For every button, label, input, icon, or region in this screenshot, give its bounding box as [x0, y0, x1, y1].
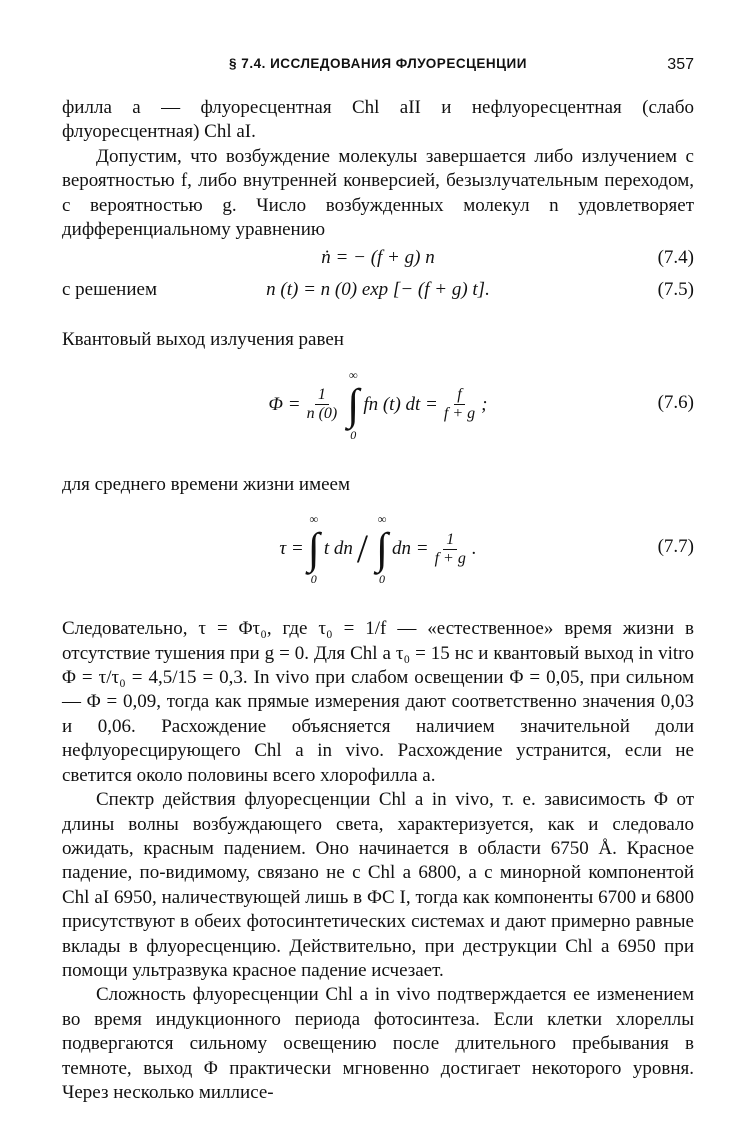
equation-7-7-number: (7.7)	[657, 536, 694, 558]
paragraph-7: Сложность флуоресценции Chl a in vivo подтверждается ее изменением во время индукционного периода фотосинтеза. Если клетки хлореллы подвергаются сильному освещению после длительного пребывания в темноте, выход Φ практически мгновенно достигает некоторого уровня. Через несколько миллисе-	[62, 984, 694, 1103]
eq77-lower-limit-1: 0	[310, 572, 317, 587]
eq76-lhs: Φ =	[268, 393, 301, 415]
eq77-frac-bottom: f + g	[434, 549, 466, 567]
eq77-lhs: τ =	[279, 538, 304, 560]
eq76-lower-limit: 0	[350, 427, 357, 442]
eq77-upper-limit-1: ∞	[309, 512, 319, 527]
running-head	[62, 56, 694, 80]
paragraph-4: для среднего времени жизни имеем	[62, 473, 351, 495]
equation-7-4	[62, 242, 694, 274]
eq76-integrand: fn (t) dt =	[363, 393, 438, 415]
integral-sign: ∞ ∫ 0	[307, 512, 320, 587]
equation-7-4-body: ṅ = − (f + g) n	[321, 247, 435, 269]
eq77-fraction	[432, 531, 469, 568]
equation-7-6-number: (7.6)	[657, 391, 694, 413]
eq76-tail: ;	[481, 393, 488, 415]
paragraph-1: филла a — флуоресцентная Chl aII и нефлуоресцентная (слабо флуоресцентная) Chl aI.	[62, 97, 694, 143]
eq76-frac2-top: f	[454, 386, 464, 405]
eq77-integrand-2: dn =	[392, 538, 429, 560]
eq76-frac1-bottom: n (0)	[306, 405, 338, 423]
eq76-frac2-bottom: f + g	[443, 405, 476, 423]
equation-7-5-body: n (t) = n (0) exp [− (f + g) t].	[266, 279, 490, 301]
equation-7-4-number: (7.4)	[657, 247, 694, 269]
eq77-slash: /	[356, 526, 368, 572]
eq76-fraction-1	[304, 386, 341, 423]
equation-7-5-number: (7.5)	[657, 279, 694, 301]
paragraph-3: Квантовый выход излучения равен	[62, 329, 344, 351]
page-number: 357	[667, 56, 694, 73]
equation-7-6	[62, 353, 694, 457]
integral-sign: ∞ ∫ 0	[375, 512, 389, 587]
paragraph-5: Следовательно, τ = Φτ₀, где τ₀ = 1/f — «естественное» время жизни в отсутствие тушения при g = 0. Для Chl a τ₀ = 15 нс и квантовый выход in vitro Φ = τ/τ₀ = 4,5/15 = 0,3. In vivo при слабом освещении Φ = 0,05, при сильном — Φ = 0,09, тогда как прямые измерения дают соответственно значения 0,03 и 0,06. Расхождение объясняется наличием значительной доли нефлуоресцирующего Chl a in vivo. Расхождение устранится, если не светится около половины всего хлорофилла a.	[62, 618, 694, 786]
paragraph-6: Спектр действия флуоресценции Chl a in vivo, т. е. зависимость Φ от длины волны возбуждающего света, характеризуется, как и следовало ожидать, красным падением. Оно начинается в области 6750 Å. Красное падение, по-видимому, связано не с Chl a 6800, а с минорной компонентой Chl aI 6950, наличествующей лишь в ФС I, тогда как компоненты 6700 и 6800 присутствуют в обеих фотосинтетических системах и дают примерно равные вклады в флуоресценцию. Действительно, при деструкции Chl a 6950 при помощи ультразвука красное падение исчезает.	[62, 789, 694, 981]
integral-sign: ∞ ∫ 0	[347, 367, 360, 442]
equation-7-5-lead: с решением	[62, 279, 157, 301]
page-body	[62, 96, 694, 1105]
section-title: § 7.4. ИССЛЕДОВАНИЯ ФЛУОРЕСЦЕНЦИИ	[229, 56, 527, 71]
equation-7-5	[62, 274, 694, 306]
eq77-integrand-1: t dn	[323, 538, 353, 560]
paragraph-2: Допустим, что возбуждение молекулы завершается либо излучением с вероятностью f, либо внутренней конверсией, безызлучательным переходом, с вероятностью g. Число возбужденных молекул n удовлетворяет дифференциальному уравнению	[62, 145, 694, 241]
eq77-lower-limit-2: 0	[379, 572, 385, 587]
equation-7-7	[62, 497, 694, 601]
eq76-upper-limit: ∞	[349, 367, 358, 382]
eq77-upper-limit-2: ∞	[377, 512, 387, 527]
eq77-frac-top: 1	[443, 531, 457, 550]
eq76-fraction-2	[441, 386, 478, 423]
eq76-frac1-top: 1	[315, 386, 329, 405]
eq77-tail: .	[471, 538, 477, 560]
